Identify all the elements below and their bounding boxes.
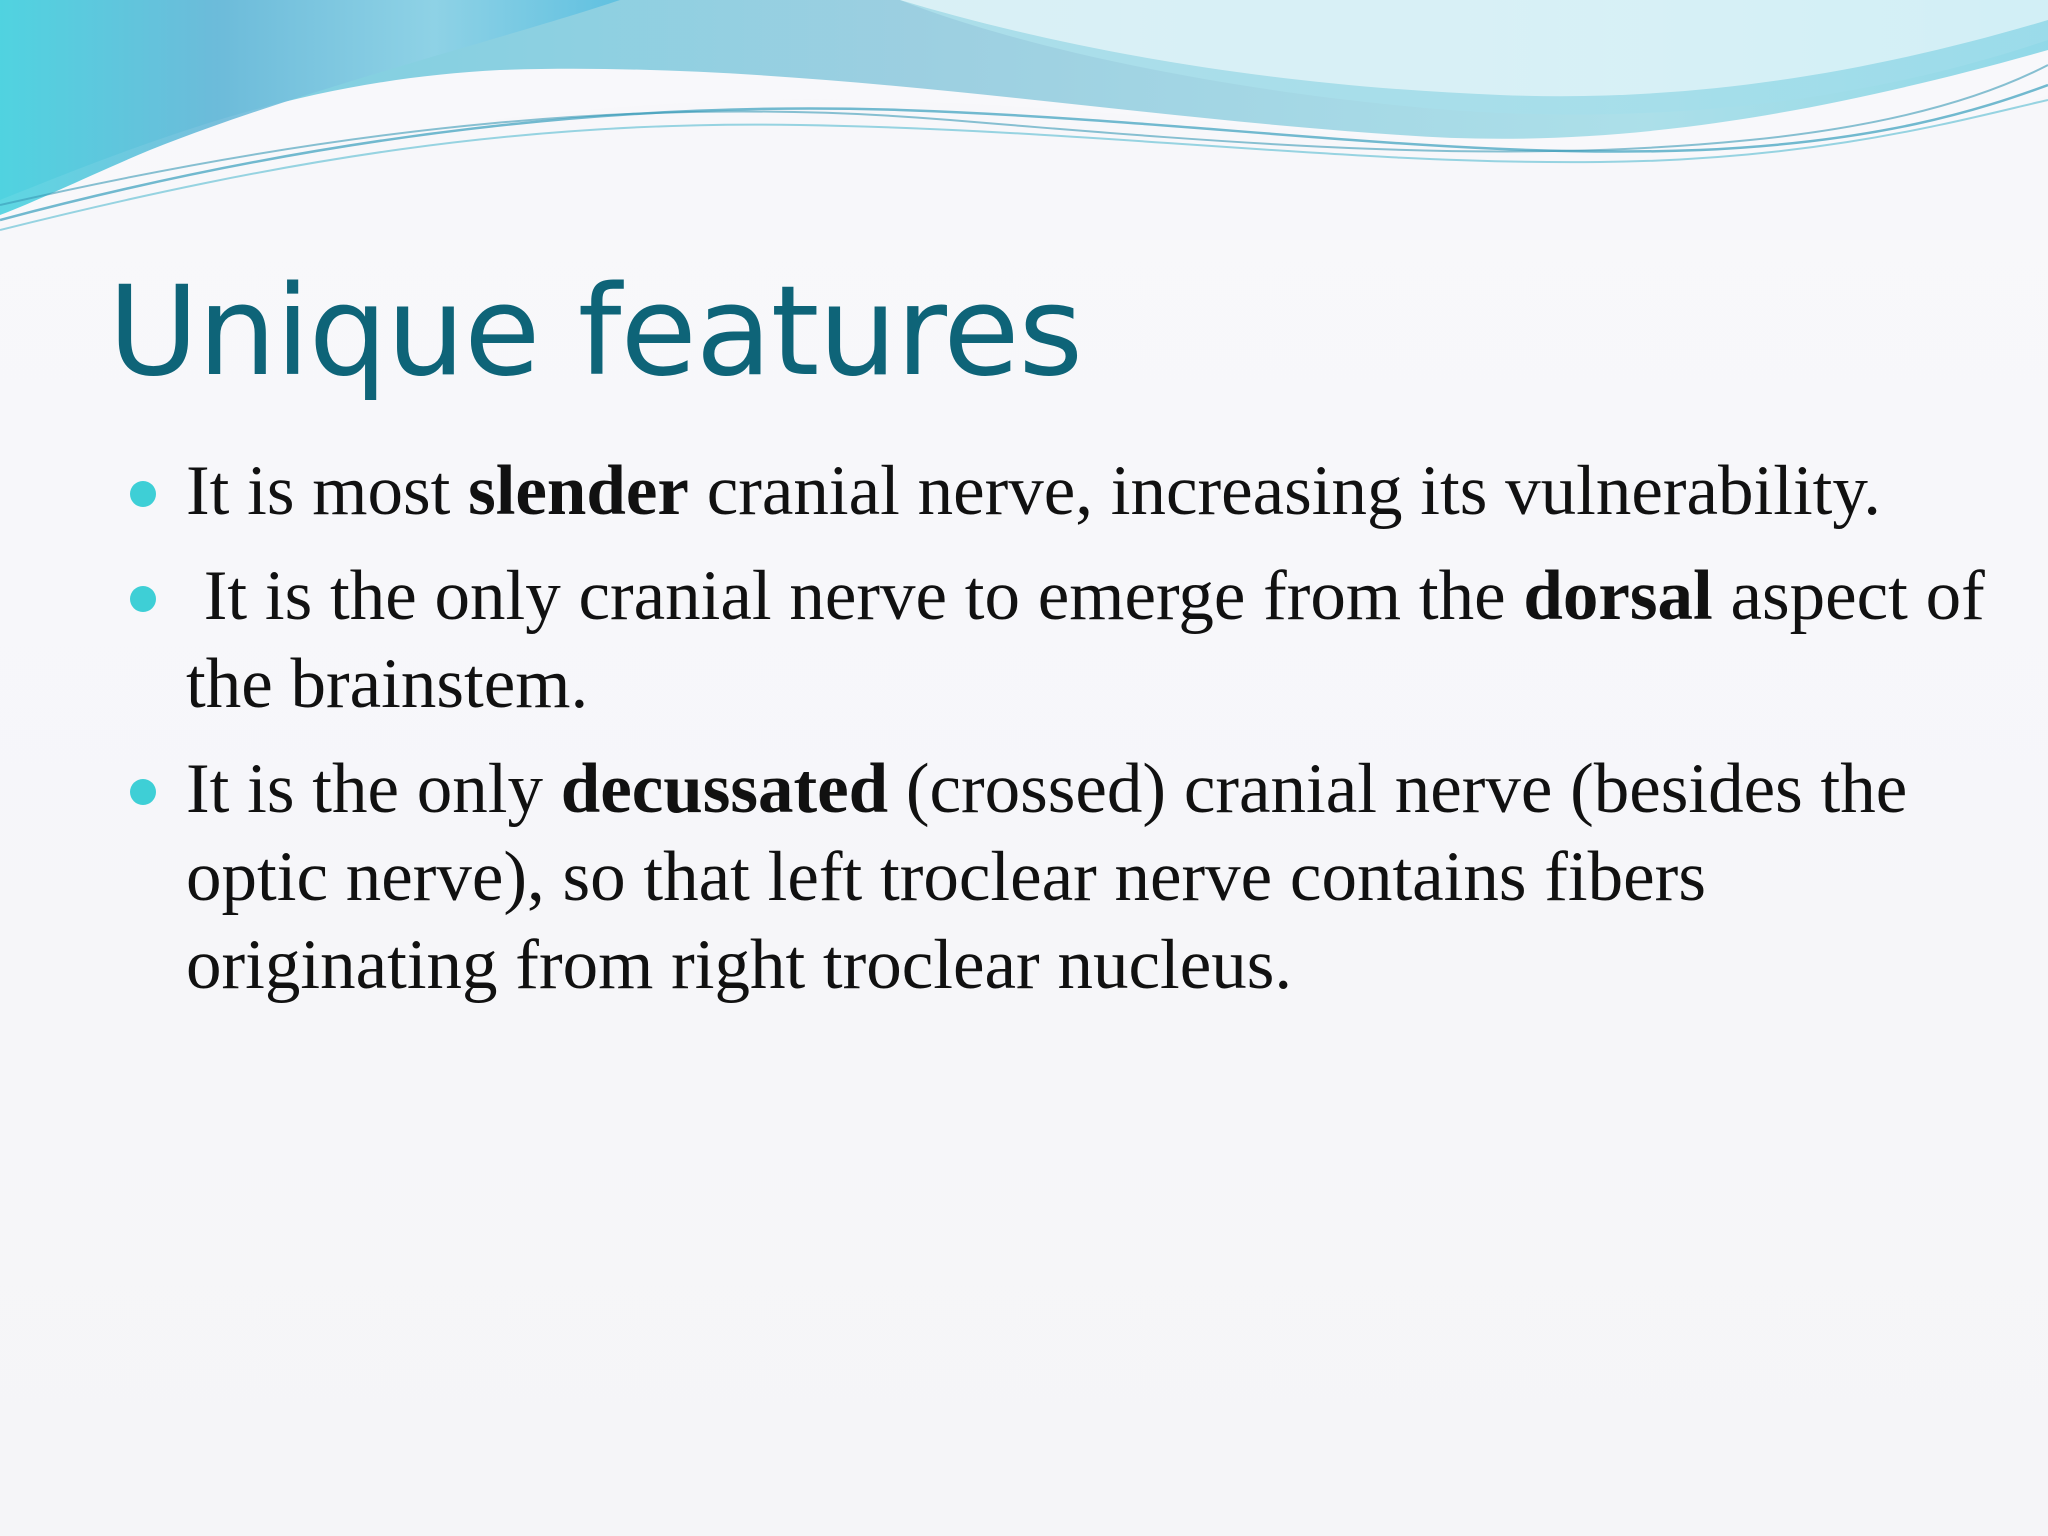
bullet-text bbox=[186, 557, 1985, 723]
bullet-text-bold: slender bbox=[468, 452, 689, 530]
bullet-dot-icon bbox=[130, 779, 156, 805]
bullet-item bbox=[186, 552, 2026, 728]
bullet-list bbox=[186, 447, 2026, 1026]
bullet-text bbox=[186, 750, 1907, 1004]
bullet-text-post: (crossed) cranial nerve (besides the optic nerve), so that left troclear nerve contains fibers originating from right troclear nucleus. bbox=[186, 750, 1908, 1004]
bullet-text-bold: dorsal bbox=[1523, 557, 1713, 635]
bullet-text-pre: It is most bbox=[186, 452, 469, 530]
bullet-dot-icon bbox=[130, 481, 156, 507]
bullet-item bbox=[186, 745, 2026, 1009]
bullet-text-bold: decussated bbox=[560, 750, 889, 828]
bullet-text-pre: It is the only cranial nerve to emerge from the bbox=[186, 557, 1524, 635]
bullet-dot-icon bbox=[130, 586, 156, 612]
bullet-item bbox=[186, 447, 2026, 535]
bullet-text bbox=[186, 452, 1881, 530]
bullet-text-post: cranial nerve, increasing its vulnerability. bbox=[688, 452, 1882, 530]
bullet-text-post: aspect of the brainstem. bbox=[186, 557, 1985, 723]
header-wave-decoration bbox=[0, 0, 2048, 240]
bullet-text-pre: It is the only bbox=[186, 750, 561, 828]
slide-title: Unique features bbox=[108, 260, 1083, 404]
